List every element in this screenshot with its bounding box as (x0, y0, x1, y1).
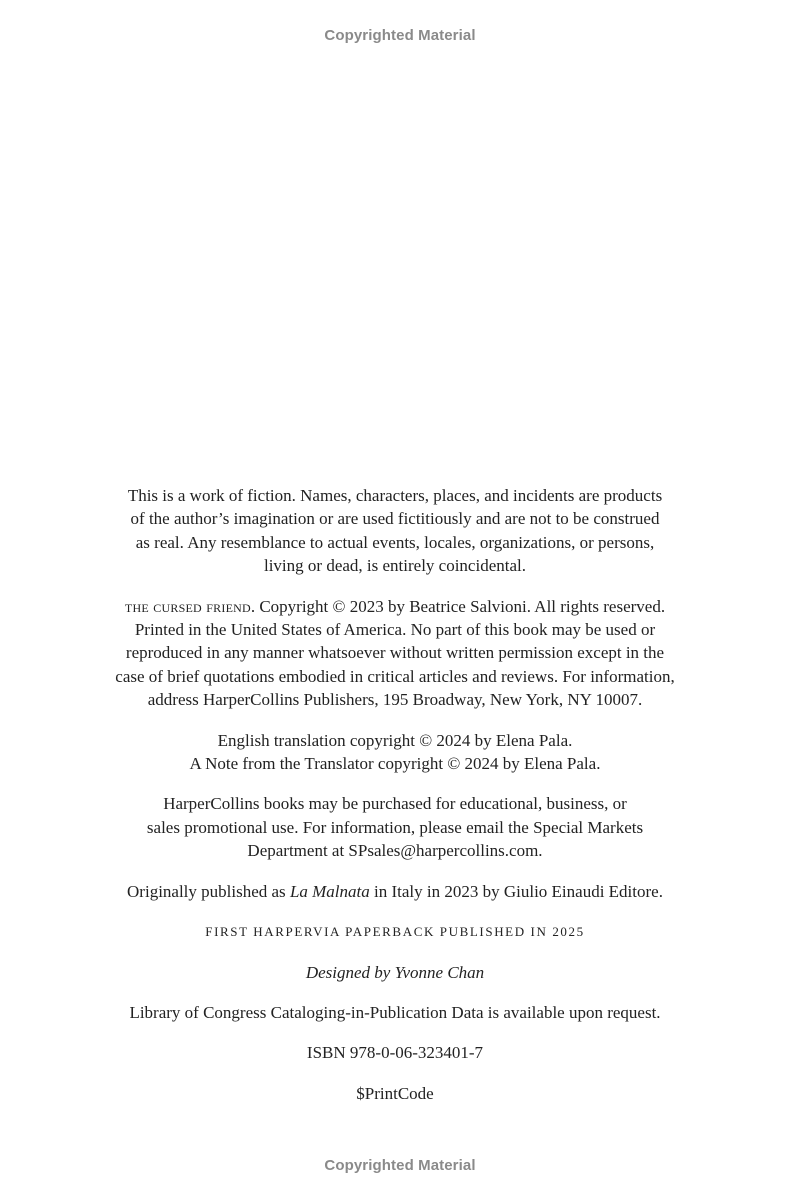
isbn: ISBN 978-0-06-323401-7 (306, 1043, 484, 1063)
copyright-line: . Copyright © 2023 by Beatrice Salvioni. All rights reserved. (250, 596, 666, 616)
sales-line: Department at SPsales@harpercollins.com. (247, 841, 543, 861)
sales-line: HarperCollins books may be purchased for educational, business, or (163, 794, 627, 814)
first-edition-line: FIRST HARPERVIA PAPERBACK PUBLISHED IN 2025 (205, 924, 585, 940)
copyright-notice (95, 595, 695, 712)
original-publication (95, 880, 695, 903)
disclaimer-line: This is a work of fiction. Names, characters, places, and incidents are products (127, 486, 663, 505)
translation-line: English translation copyright © 2024 by Elena Pala. (217, 730, 573, 750)
watermark-top: Copyrighted Material (324, 27, 476, 44)
book-title-small-caps: the cursed friend (124, 596, 251, 616)
disclaimer-line: living or dead, is entirely coincidental. (263, 556, 526, 576)
fiction-disclaimer (95, 484, 695, 578)
sales-line: sales promotional use. For information, please email the Special Markets (146, 817, 644, 837)
special-sales-notice (95, 792, 695, 862)
watermark-bottom: Copyrighted Material (324, 1157, 476, 1174)
copyright-page-content (95, 484, 695, 1122)
copyright-line: Printed in the United States of America. No part of this book may be used or (134, 620, 656, 640)
original-suffix: in Italy in 2023 by Giulio Einaudi Editore. (369, 881, 663, 901)
translation-line: A Note from the Translator copyright © 2024 by Elena Pala. (189, 754, 601, 774)
copyright-line: reproduced in any manner whatsoever without written permission except in the (125, 643, 665, 663)
copyright-line: address HarperCollins Publishers, 195 Broadway, New York, NY 10007. (147, 690, 643, 710)
original-prefix: Originally published as (127, 881, 290, 901)
copyright-line: case of brief quotations embodied in critical articles and reviews. For information, (115, 666, 675, 686)
original-title: La Malnata (289, 881, 370, 901)
print-code: $PrintCode (356, 1083, 434, 1103)
disclaimer-line: as real. Any resemblance to actual events, locales, organizations, or persons, (135, 532, 655, 552)
designer-credit: Designed by Yvonne Chan (305, 962, 485, 982)
cip-data-line: Library of Congress Cataloging-in-Publication Data is available upon request. (129, 1002, 661, 1022)
translation-copyright (95, 729, 695, 776)
disclaimer-line: of the author’s imagination or are used fictitiously and are not to be construed (130, 509, 660, 529)
